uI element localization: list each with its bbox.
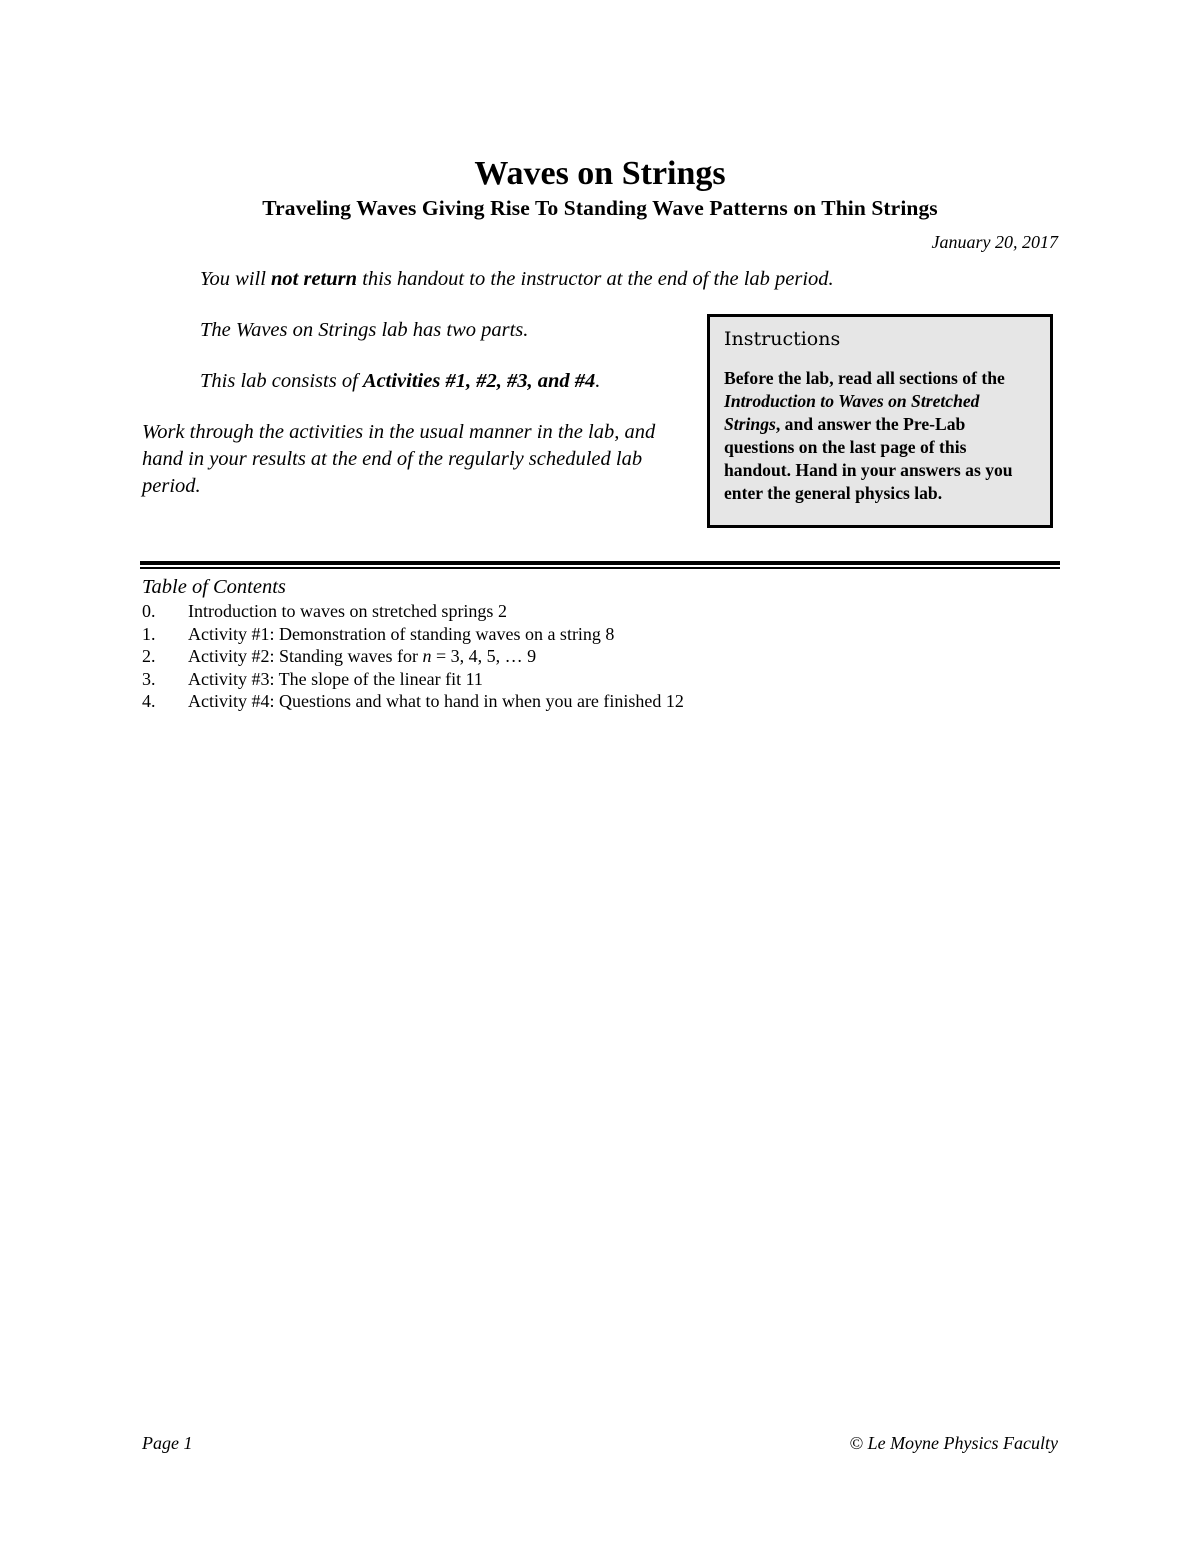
toc-item-label[interactable]: Introduction to waves on stretched springs 2 [188,601,507,621]
toc-item-label[interactable]: Activity #3: The slope of the linear fit 11 [188,668,483,689]
activities-notice-emphasis: Activities #1, #2, #3, and #4 [362,370,596,392]
copyright-notice: © Le Moyne Physics Faculty [849,1433,1058,1453]
toc-title: Table of Contents [142,576,286,598]
toc-item-label-post: = 3, 4, 5, … 9 [431,646,537,666]
parts-notice: The Waves on Strings lab has two parts. [200,319,529,341]
toc-item-label-variable: n [422,646,432,666]
instructions-body-reference: Introduction to Waves on Stretched Strings [724,391,980,434]
toc-item[interactable] [142,645,684,668]
toc-item-label[interactable]: Activity #4: Questions and what to hand in when you are finished 12 [188,691,684,711]
work-instructions: Work through the activities in the usual manner in the lab, and hand in your results at the end of the regularly scheduled lab period. [142,421,656,497]
toc-item-number: 0. [142,601,156,621]
toc-item[interactable] [142,623,684,646]
return-notice-post: this handout to the instructor at the end of the lab period. [357,268,834,290]
toc-list [142,600,684,713]
toc-item[interactable] [142,600,684,623]
instructions-box [707,314,1053,528]
toc-item[interactable] [142,690,684,713]
return-notice [200,266,834,293]
toc-item-label-pre: Activity #2: Standing waves for [188,646,423,666]
instructions-body-post: , and answer the Pre-Lab questions on the last page of this handout. Hand in your answers as you enter the general physics lab. [724,414,1013,503]
activities-notice [200,368,600,395]
page-number: Page 1 [142,1433,193,1453]
activities-notice-pre: This lab consists of [200,370,363,392]
divider-thick [140,561,1060,565]
instructions-body-pre: Before the lab, read all sections of the [724,368,1005,388]
divider-thin [140,567,1060,569]
document-date: January 20, 2017 [931,232,1058,252]
document-title: Waves on Strings [474,155,726,192]
toc-item-label[interactable] [188,645,536,668]
toc-item-number: 3. [142,668,156,689]
activities-notice-post: . [595,370,601,392]
instructions-body [724,367,1036,505]
toc-item[interactable] [142,668,684,691]
instructions-heading: Instructions [724,328,841,350]
toc-item-number: 1. [142,623,156,644]
toc-item-label[interactable]: Activity #1: Demonstration of standing waves on a string 8 [188,623,615,644]
toc-item-number: 2. [142,646,156,666]
return-notice-emphasis: not return [271,268,358,290]
document-subtitle: Traveling Waves Giving Rise To Standing Wave Patterns on Thin Strings [262,196,938,220]
toc-item-number: 4. [142,691,156,711]
return-notice-pre: You will [200,268,272,290]
